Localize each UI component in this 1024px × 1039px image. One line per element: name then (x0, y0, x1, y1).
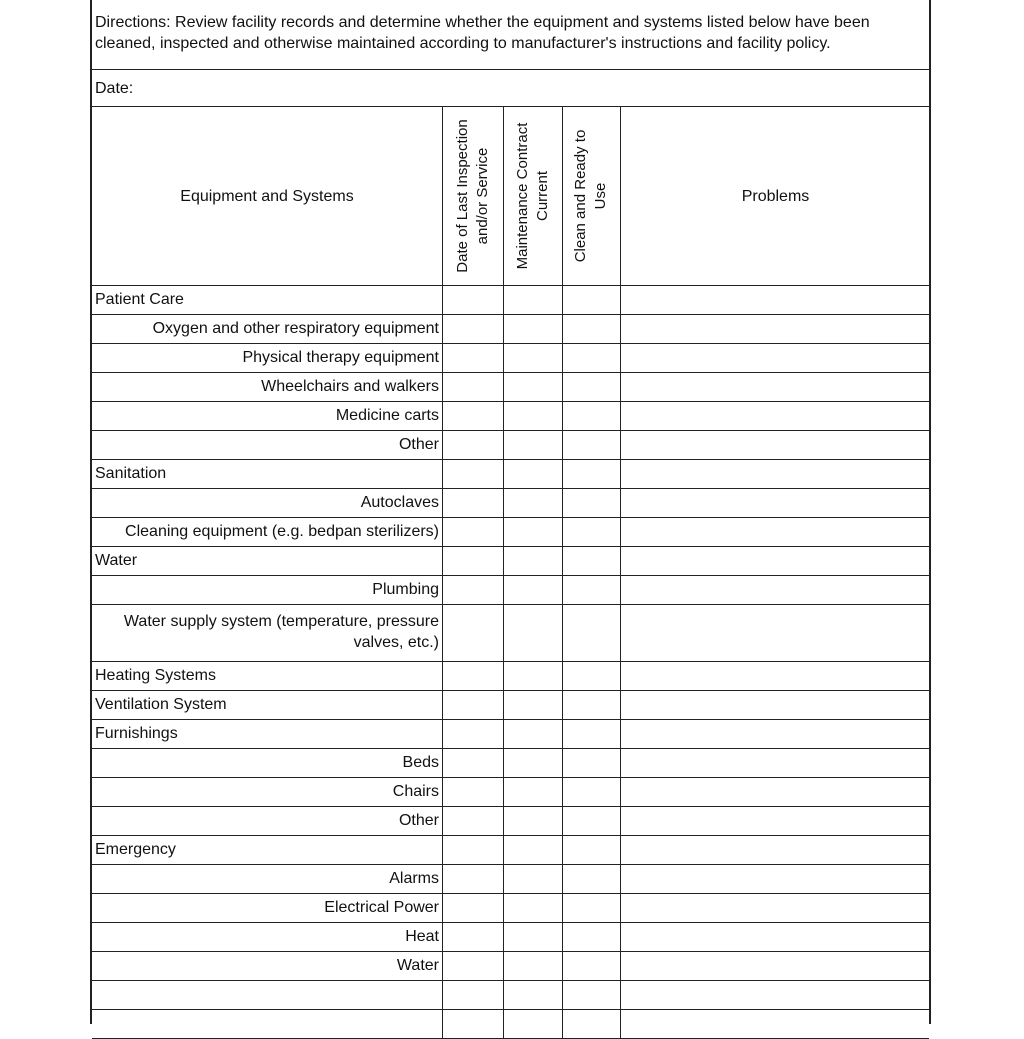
problems-cell[interactable] (621, 836, 930, 863)
last-inspection-cell[interactable] (443, 691, 502, 718)
problems-cell[interactable] (621, 720, 930, 747)
item-label: Plumbing (372, 581, 439, 598)
last-inspection-header-line-2: and/or Service (474, 147, 491, 245)
last-inspection-cell[interactable] (443, 807, 502, 834)
item-label: Wheelchairs and walkers (261, 378, 439, 395)
problems-cell[interactable] (621, 518, 930, 545)
problems-cell[interactable] (621, 952, 930, 979)
item-label: Oxygen and other respiratory equipment (152, 320, 439, 337)
last-inspection-cell[interactable] (443, 923, 502, 950)
problems-header: Problems (741, 188, 810, 205)
maintenance-contract-cell[interactable] (504, 576, 561, 603)
problems-cell[interactable] (621, 315, 930, 342)
clean-ready-cell[interactable] (563, 489, 619, 516)
category-label: Water (95, 552, 138, 569)
last-inspection-cell[interactable] (443, 489, 502, 516)
directions-line-1: Directions: Review facility records and determine whether the equipment and systems listed below have been (95, 14, 870, 31)
maintenance-contract-cell[interactable] (504, 489, 561, 516)
clean-ready-cell[interactable] (563, 547, 619, 574)
maintenance-contract-cell[interactable] (504, 720, 561, 747)
maintenance-contract-header (513, 123, 553, 270)
maintenance-contract-header-line-2: Current (534, 170, 551, 222)
maintenance-contract-cell[interactable] (504, 315, 561, 342)
maintenance-contract-cell[interactable] (504, 402, 561, 429)
item-label: Heat (405, 928, 439, 945)
problems-cell[interactable] (621, 894, 930, 921)
last-inspection-cell[interactable] (443, 431, 502, 458)
last-inspection-cell[interactable] (443, 720, 502, 747)
clean-ready-cell[interactable] (563, 402, 619, 429)
maintenance-contract-cell[interactable] (504, 749, 561, 776)
item-label: Water supply system (temperature, pressure (123, 613, 439, 630)
last-inspection-cell[interactable] (443, 865, 502, 892)
last-inspection-cell[interactable] (443, 315, 502, 342)
maintenance-contract-cell[interactable] (504, 691, 561, 718)
date-divider (92, 106, 929, 107)
last-inspection-cell[interactable] (443, 576, 502, 603)
category-label: Furnishings (95, 725, 178, 742)
maintenance-contract-cell[interactable] (504, 344, 561, 371)
maintenance-contract-cell[interactable] (504, 460, 561, 487)
last-inspection-cell[interactable] (443, 981, 502, 1008)
clean-ready-cell[interactable] (563, 662, 619, 689)
directions-divider (92, 69, 929, 70)
maintenance-contract-cell[interactable] (504, 952, 561, 979)
clean-ready-cell[interactable] (563, 518, 619, 545)
last-inspection-cell[interactable] (443, 836, 502, 863)
clean-ready-cell[interactable] (563, 720, 619, 747)
problems-cell[interactable] (621, 981, 930, 1008)
maintenance-contract-cell[interactable] (504, 923, 561, 950)
problems-cell[interactable] (621, 460, 930, 487)
clean-ready-header-line-2: Use (592, 182, 609, 210)
clean-ready-cell[interactable] (563, 605, 619, 660)
last-inspection-cell[interactable] (443, 286, 502, 313)
clean-ready-cell[interactable] (563, 749, 619, 776)
clean-ready-header (571, 130, 611, 263)
item-label: Alarms (389, 870, 439, 887)
item-label-continued: valves, etc.) (353, 634, 439, 651)
item-label: Physical therapy equipment (242, 349, 439, 366)
maintenance-contract-cell[interactable] (504, 431, 561, 458)
category-label: Sanitation (95, 465, 167, 482)
last-inspection-cell[interactable] (443, 460, 502, 487)
maintenance-contract-cell[interactable] (504, 778, 561, 805)
directions-line-2: cleaned, inspected and otherwise maintained according to manufacturer's instructions and facility policy. (95, 35, 831, 52)
maintenance-contract-cell[interactable] (504, 836, 561, 863)
clean-ready-header-line-1: Clean and Ready to (572, 129, 589, 263)
maintenance-contract-cell[interactable] (504, 662, 561, 689)
last-inspection-cell[interactable] (443, 778, 502, 805)
header-col-divider-1 (442, 106, 443, 285)
category-label: Emergency (95, 841, 176, 858)
maintenance-contract-cell[interactable] (504, 807, 561, 834)
problems-cell[interactable] (621, 662, 930, 689)
clean-ready-cell[interactable] (563, 576, 619, 603)
clean-ready-cell[interactable] (563, 778, 619, 805)
last-inspection-cell[interactable] (443, 344, 502, 371)
category-label: Ventilation System (95, 696, 227, 713)
maintenance-contract-cell[interactable] (504, 286, 561, 313)
clean-ready-cell[interactable] (563, 373, 619, 400)
problems-cell[interactable] (621, 286, 930, 313)
clean-ready-cell[interactable] (563, 431, 619, 458)
last-inspection-header-line-1: Date of Last Inspection (454, 119, 471, 273)
maintenance-contract-cell[interactable] (504, 518, 561, 545)
problems-cell[interactable] (621, 547, 930, 574)
maintenance-contract-header-line-1: Maintenance Contract (514, 122, 531, 270)
header-col-divider-2 (503, 106, 504, 285)
clean-ready-cell[interactable] (563, 315, 619, 342)
clean-ready-cell[interactable] (563, 981, 619, 1008)
date-label: Date: (95, 80, 134, 97)
problems-cell[interactable] (621, 865, 930, 892)
problems-cell[interactable] (621, 431, 930, 458)
problems-cell[interactable] (621, 923, 930, 950)
maintenance-contract-cell[interactable] (504, 894, 561, 921)
last-inspection-cell[interactable] (443, 894, 502, 921)
maintenance-contract-cell[interactable] (504, 981, 561, 1008)
clean-ready-cell[interactable] (563, 691, 619, 718)
clean-ready-cell[interactable] (563, 344, 619, 371)
problems-cell[interactable] (621, 749, 930, 776)
item-label: Electrical Power (324, 899, 439, 916)
problems-cell[interactable] (621, 402, 930, 429)
clean-ready-cell[interactable] (563, 952, 619, 979)
equipment-header: Equipment and Systems (180, 188, 354, 205)
item-label: Medicine carts (335, 407, 439, 424)
last-inspection-cell[interactable] (443, 749, 502, 776)
item-label: Water (396, 957, 439, 974)
clean-ready-cell[interactable] (563, 460, 619, 487)
maintenance-contract-cell[interactable] (504, 373, 561, 400)
last-inspection-header (453, 119, 493, 272)
item-label: Other (398, 812, 439, 829)
maintenance-contract-cell[interactable] (504, 865, 561, 892)
problems-cell[interactable] (621, 778, 930, 805)
item-label: Other (398, 436, 439, 453)
item-label: Autoclaves (360, 494, 439, 511)
last-inspection-cell[interactable] (443, 547, 502, 574)
clean-ready-cell[interactable] (563, 865, 619, 892)
maintenance-contract-cell[interactable] (504, 605, 561, 660)
item-label: Cleaning equipment (e.g. bedpan sterilizers) (125, 523, 439, 540)
last-inspection-cell[interactable] (443, 518, 502, 545)
item-label: Beds (402, 754, 439, 771)
maintenance-contract-cell[interactable] (504, 547, 561, 574)
clean-ready-cell[interactable] (563, 807, 619, 834)
problems-cell[interactable] (621, 344, 930, 371)
inspection-form (90, 0, 931, 1024)
problems-cell[interactable] (621, 605, 930, 660)
category-label: Patient Care (95, 291, 184, 308)
last-inspection-cell[interactable] (443, 373, 502, 400)
clean-ready-cell[interactable] (563, 894, 619, 921)
clean-ready-cell[interactable] (563, 286, 619, 313)
last-inspection-cell[interactable] (443, 952, 502, 979)
header-col-divider-3 (562, 106, 563, 285)
problems-cell[interactable] (621, 489, 930, 516)
problems-cell[interactable] (621, 576, 930, 603)
problems-cell[interactable] (621, 691, 930, 718)
item-label: Chairs (392, 783, 439, 800)
clean-ready-cell[interactable] (563, 923, 619, 950)
clean-ready-cell[interactable] (563, 836, 619, 863)
last-inspection-cell[interactable] (443, 605, 502, 660)
last-inspection-cell[interactable] (443, 662, 502, 689)
category-label: Heating Systems (95, 667, 216, 684)
problems-cell[interactable] (621, 807, 930, 834)
problems-cell[interactable] (621, 373, 930, 400)
last-inspection-cell[interactable] (443, 402, 502, 429)
